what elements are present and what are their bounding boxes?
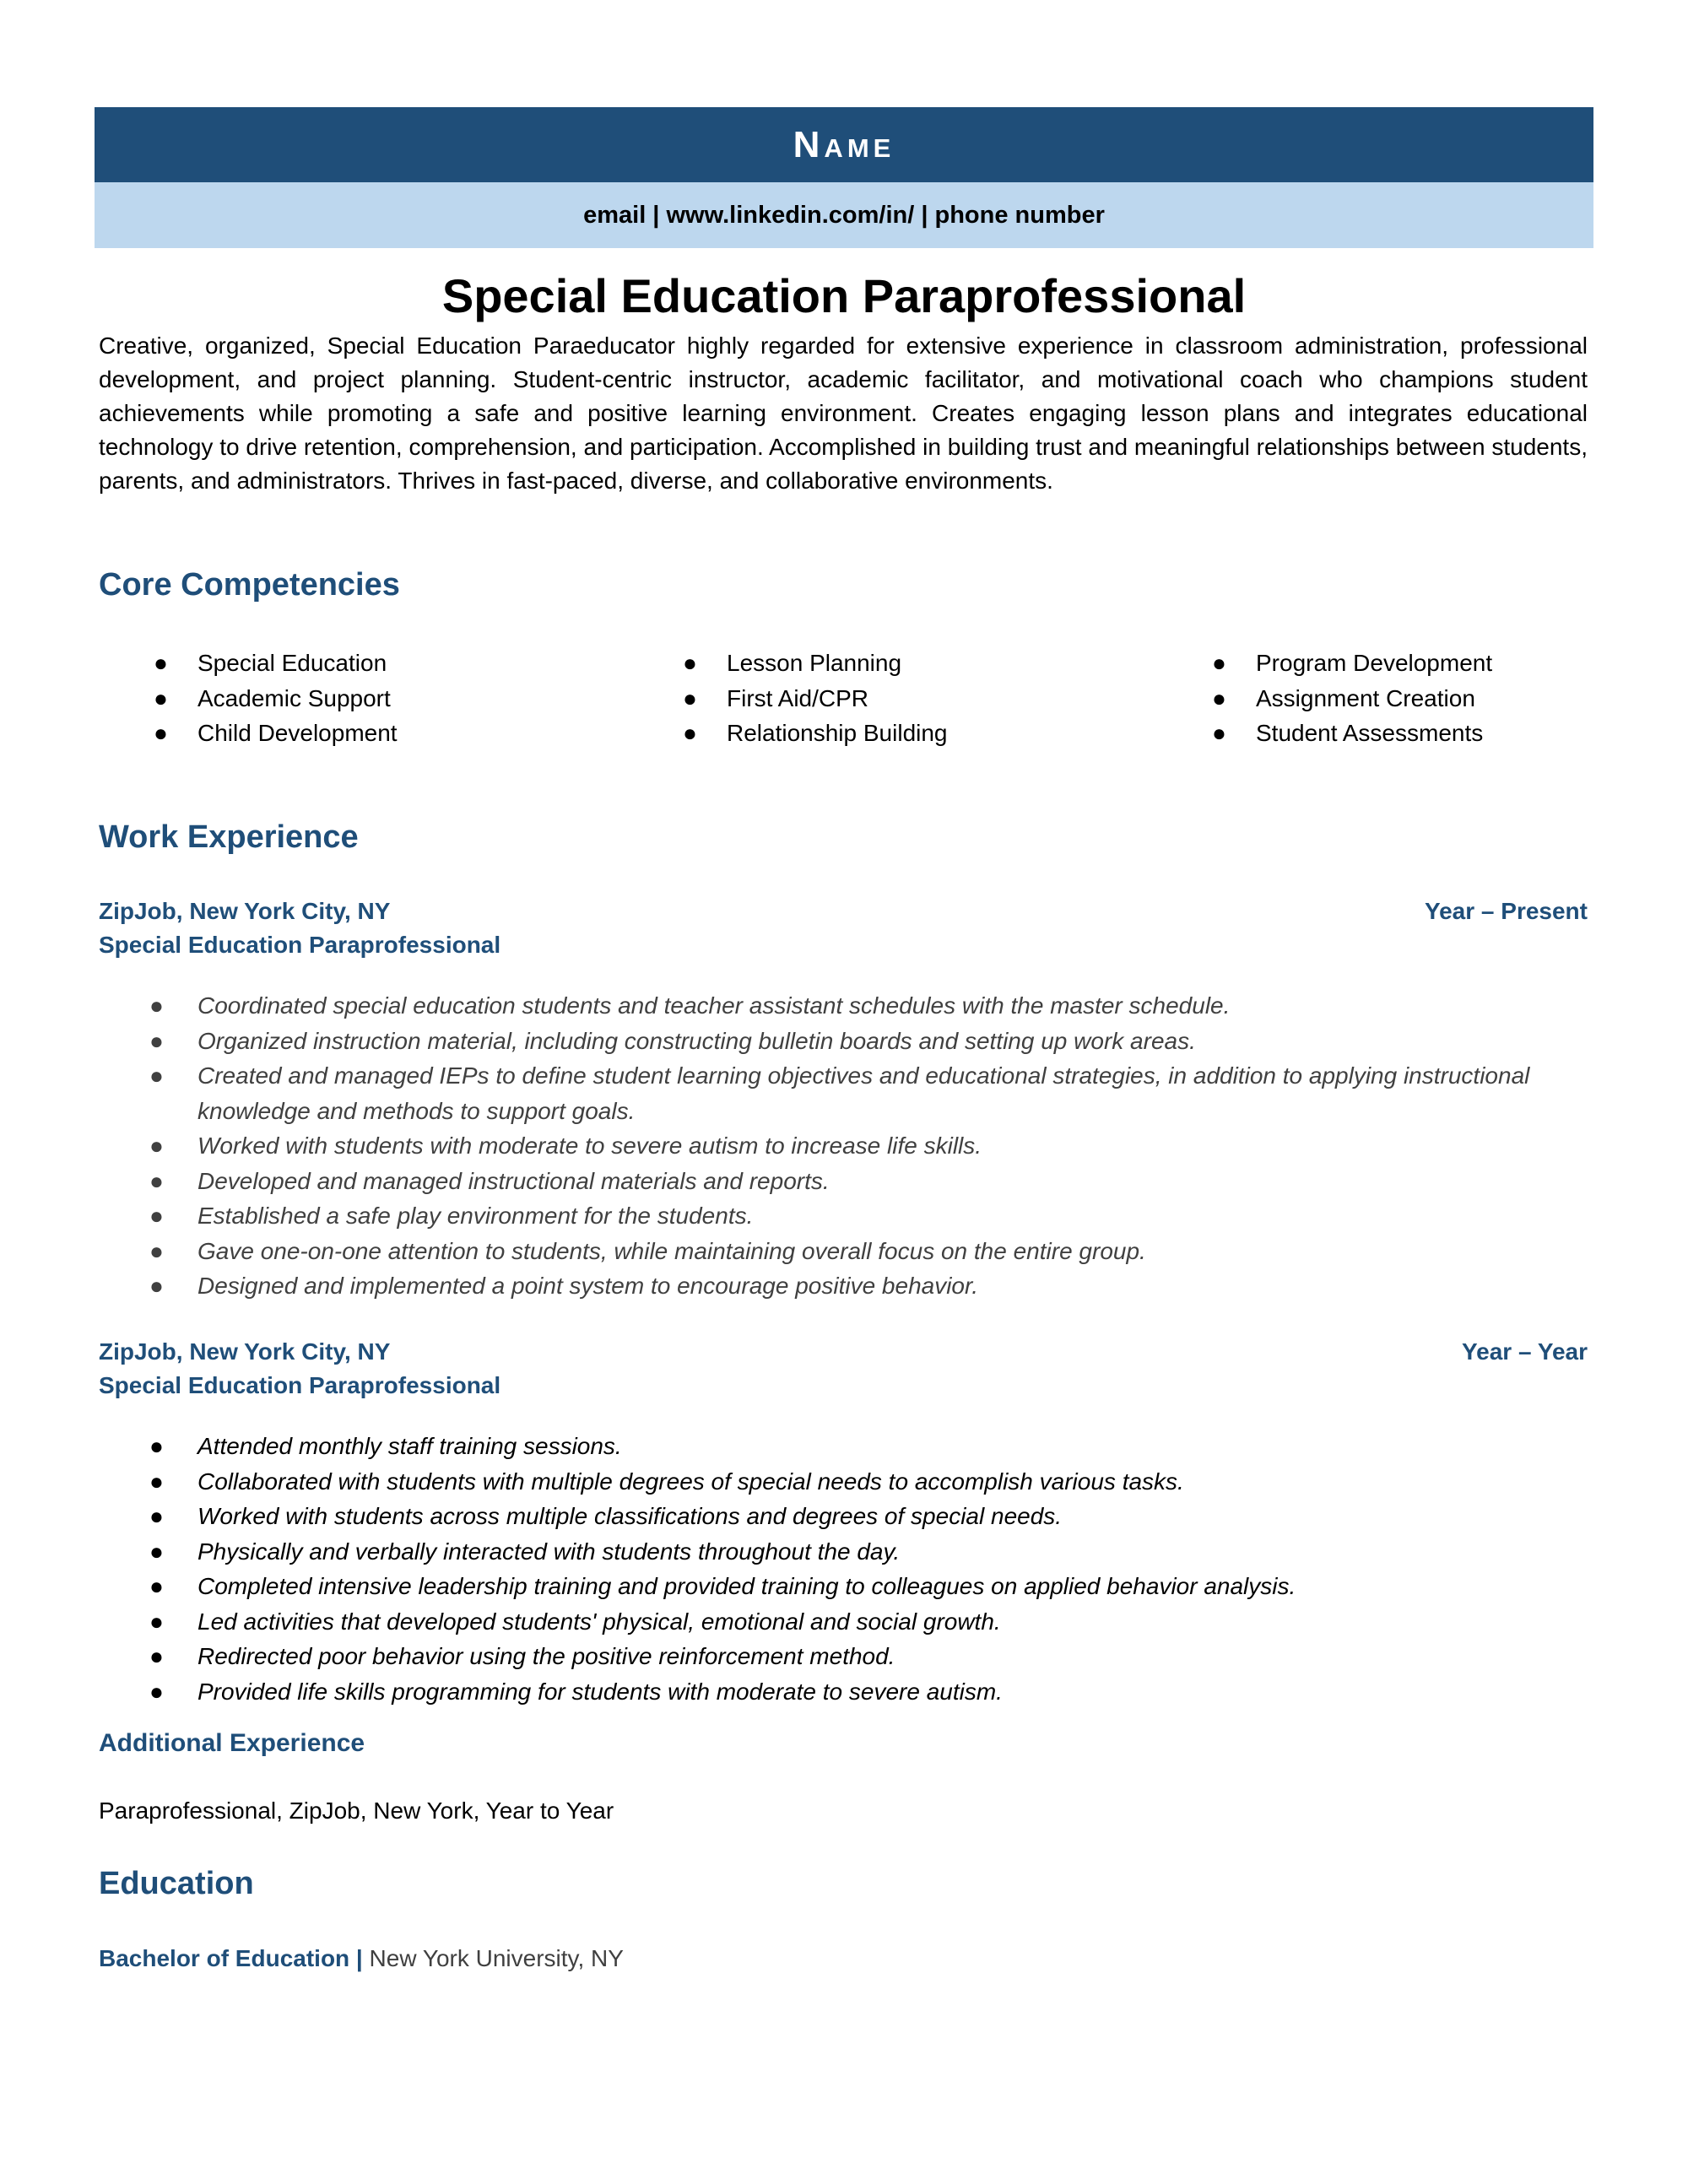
bullet-icon: ● — [154, 684, 168, 711]
list-item — [99, 1604, 1534, 1640]
job-role-row — [99, 1372, 1588, 1399]
bullet-icon: ● — [149, 1503, 164, 1529]
bullet-text: Collaborated with students with multiple degrees of special needs to accomplish various tasks. — [197, 1468, 1184, 1495]
education-entry — [99, 1945, 624, 1972]
bullet-text: Coordinated special education students and teacher assistant schedules with the master schedule. — [197, 992, 1231, 1019]
job-header — [99, 898, 1588, 925]
job-role: Special Education Paraprofessional — [99, 1372, 501, 1398]
competency-item — [683, 681, 869, 716]
bullet-icon: ● — [149, 992, 164, 1019]
competency-label: Special Education — [197, 650, 387, 676]
list-item — [99, 1198, 1534, 1234]
list-item — [99, 1674, 1534, 1710]
list-item — [99, 1234, 1534, 1269]
bullet-icon: ● — [1212, 720, 1226, 746]
bullet-icon: ● — [149, 1133, 164, 1159]
bullet-text: Physically and verbally interacted with students throughout the day. — [197, 1538, 901, 1565]
bullet-text: Designed and implemented a point system to encourage positive behavior. — [197, 1273, 979, 1299]
competency-item — [1212, 681, 1475, 716]
bullet-icon: ● — [1212, 650, 1226, 676]
bullet-icon: ● — [149, 1062, 164, 1089]
competency-label: Assignment Creation — [1256, 684, 1475, 711]
bullet-text: Led activities that developed students' physical, emotional and social growth. — [197, 1608, 1001, 1635]
bullet-text: Completed intensive leadership training and provided training to colleagues on applied behavior analysis. — [197, 1573, 1296, 1599]
list-item — [99, 1128, 1534, 1164]
job-role-row — [99, 932, 1588, 959]
bullet-icon: ● — [154, 720, 168, 746]
bullet-icon: ● — [149, 1273, 164, 1299]
bullet-icon: ● — [149, 1608, 164, 1635]
bullet-icon: ● — [683, 650, 697, 676]
bullet-icon: ● — [149, 1468, 164, 1495]
candidate-name: Name — [793, 123, 895, 165]
bullet-icon: ● — [149, 1167, 164, 1194]
competency-label: Child Development — [197, 720, 398, 746]
bullet-text: Redirected poor behavior using the positive reinforcement method. — [197, 1643, 895, 1669]
bullet-icon: ● — [149, 1203, 164, 1229]
bullet-icon: ● — [683, 684, 697, 711]
contact-banner — [95, 182, 1593, 248]
bullet-icon: ● — [149, 1573, 164, 1599]
bullet-text: Established a safe play environment for the students. — [197, 1203, 754, 1229]
bullet-icon: ● — [683, 720, 697, 746]
bullet-text: Created and managed IEPs to define student learning objectives and educational strategies, in addition to applying instructional knowledge and methods to support goals. — [197, 1062, 1530, 1124]
competency-label: Academic Support — [197, 684, 391, 711]
job-bullets — [99, 1429, 1534, 1709]
additional-experience-entry: Paraprofessional, ZipJob, New York, Year to Year — [99, 1797, 614, 1824]
list-item — [99, 1569, 1534, 1604]
job-role: Special Education Paraprofessional — [99, 932, 501, 958]
degree: Bachelor of Education | — [99, 1945, 363, 1971]
core-competencies-heading: Core Competencies — [99, 567, 400, 603]
job-header — [99, 1338, 1588, 1365]
list-item — [99, 1499, 1534, 1534]
competency-item — [154, 681, 391, 716]
competency-item — [683, 646, 902, 680]
bullet-text: Provided life skills programming for students with moderate to severe autism. — [197, 1678, 1003, 1705]
job-dates: Year – Present — [1424, 898, 1588, 924]
summary-paragraph: Creative, organized, Special Education Paraeducator highly regarded for extensive experience in classroom administration, professional development, and project planning. Student-centric instructor, academic facilitator, and motivational coach who champions student achievements while promoting a safe and positive learning environment. Creates engaging lesson plans and integrates educational technology to drive retention, comprehension, and participation. Accomplished in building trust and meaningful relationships between students, parents, and administrators. Thrives in fast-paced, diverse, and collaborative environments. — [99, 332, 1588, 494]
job-company: ZipJob, New York City, NY — [99, 1338, 391, 1365]
competency-item — [154, 646, 387, 680]
job-company: ZipJob, New York City, NY — [99, 898, 391, 924]
bullet-icon: ● — [149, 1027, 164, 1054]
competency-item — [154, 716, 398, 750]
competency-item — [1212, 646, 1493, 680]
competency-item — [683, 716, 948, 750]
list-item — [99, 1639, 1534, 1674]
school: New York University, NY — [369, 1945, 624, 1971]
bullet-icon: ● — [149, 1433, 164, 1459]
name-banner — [95, 107, 1593, 182]
list-item — [99, 1534, 1534, 1570]
job-dates: Year – Year — [1462, 1338, 1588, 1365]
bullet-icon: ● — [149, 1237, 164, 1264]
bullet-icon: ● — [149, 1678, 164, 1705]
contact-info: email | www.linkedin.com/in/ | phone number — [583, 201, 1105, 229]
bullet-icon: ● — [1212, 684, 1226, 711]
job-bullets — [99, 988, 1534, 1304]
competency-label: Program Development — [1256, 650, 1493, 676]
bullet-text: Worked with students across multiple classifications and degrees of special needs. — [197, 1503, 1063, 1529]
list-item — [99, 1024, 1534, 1059]
competency-label: Lesson Planning — [727, 650, 902, 676]
competency-label: First Aid/CPR — [727, 684, 869, 711]
bullet-text: Attended monthly staff training sessions. — [197, 1433, 622, 1459]
list-item — [99, 1268, 1534, 1304]
bullet-text: Organized instruction material, including constructing bulletin boards and setting up work areas. — [197, 1027, 1196, 1054]
bullet-icon: ● — [154, 650, 168, 676]
bullet-text: Developed and managed instructional materials and reports. — [197, 1167, 830, 1194]
additional-experience-heading: Additional Experience — [99, 1729, 365, 1757]
education-heading: Education — [99, 1866, 254, 1901]
competency-label: Student Assessments — [1256, 720, 1484, 746]
bullet-text: Gave one-on-one attention to students, while maintaining overall focus on the entire group. — [197, 1237, 1146, 1264]
list-item — [99, 988, 1534, 1024]
bullet-icon: ● — [149, 1538, 164, 1565]
resume-title: Special Education Paraprofessional — [441, 269, 1247, 322]
competency-item — [1212, 716, 1484, 750]
work-experience-heading: Work Experience — [99, 819, 359, 855]
list-item — [99, 1464, 1534, 1500]
bullet-icon: ● — [149, 1643, 164, 1669]
list-item — [99, 1058, 1534, 1128]
list-item — [99, 1429, 1534, 1464]
list-item — [99, 1164, 1534, 1199]
competency-label: Relationship Building — [727, 720, 948, 746]
bullet-text: Worked with students with moderate to severe autism to increase life skills. — [197, 1133, 982, 1159]
